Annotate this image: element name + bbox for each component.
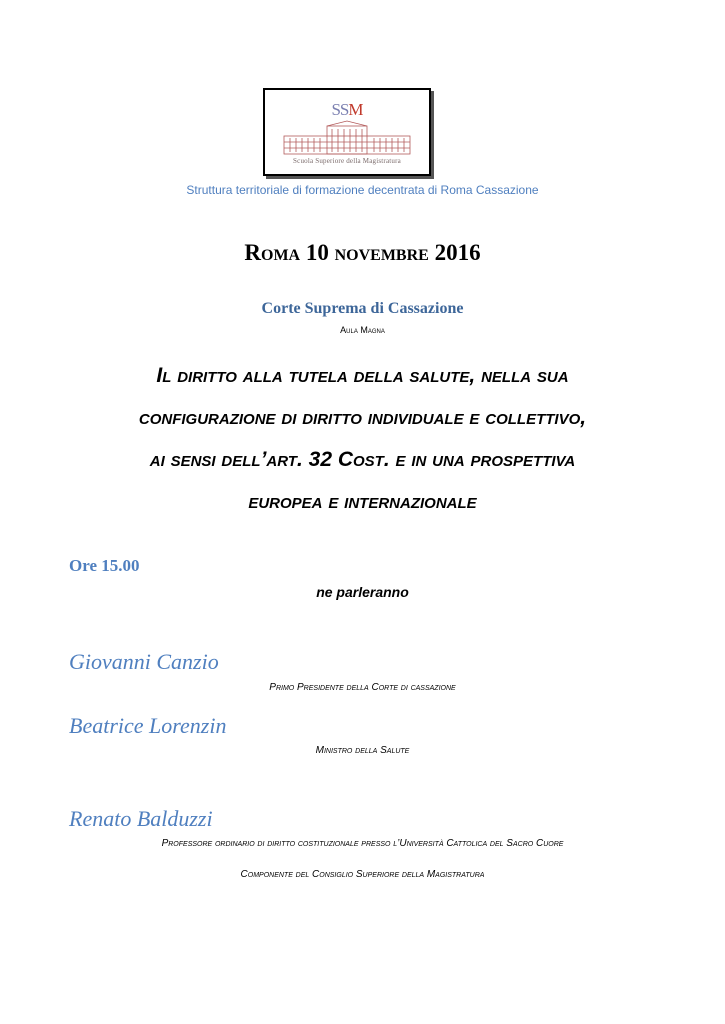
speakers-intro: ne parleranno [316,584,409,600]
speaker-role: Primo Presidente della Corte di cassazione [269,682,456,693]
event-time: Ore 15.00 [69,556,140,575]
logo-acronym: SSM [331,100,363,119]
building-icon [282,120,412,156]
event-venue: Corte Suprema di Cassazione [261,300,464,317]
ssm-logo [263,88,431,176]
speaker-name: Renato Balduzzi [69,806,213,831]
title-line: ai sensi dell’art. 32 Cost. e in una prospettiva [149,448,576,471]
title-line: Il diritto alla tutela della salute, nella sua [156,364,569,387]
speaker-name: Beatrice Lorenzin [69,713,227,738]
speaker-role-secondary: Componente del Consiglio Superiore della Magistratura [240,869,485,880]
event-date: Roma 10 novembre 2016 [244,240,481,265]
logo-caption: Scuola Superiore della Magistratura [293,157,401,165]
event-title [40,355,685,523]
speaker-role: Ministro della Salute [315,745,410,756]
header-subtitle: Struttura territoriale di formazione decentrata di Roma Cassazione [186,183,539,197]
event-hall: Aula Magna [340,325,385,335]
title-line: configurazione di diritto individuale e collettivo, [138,406,587,429]
title-line: europea e internazionale [248,490,477,513]
speaker-name: Giovanni Canzio [69,649,219,674]
speaker-role: Professore ordinario di diritto costituzionale presso l’Università Cattolica del Sacro Cuore [161,838,564,849]
